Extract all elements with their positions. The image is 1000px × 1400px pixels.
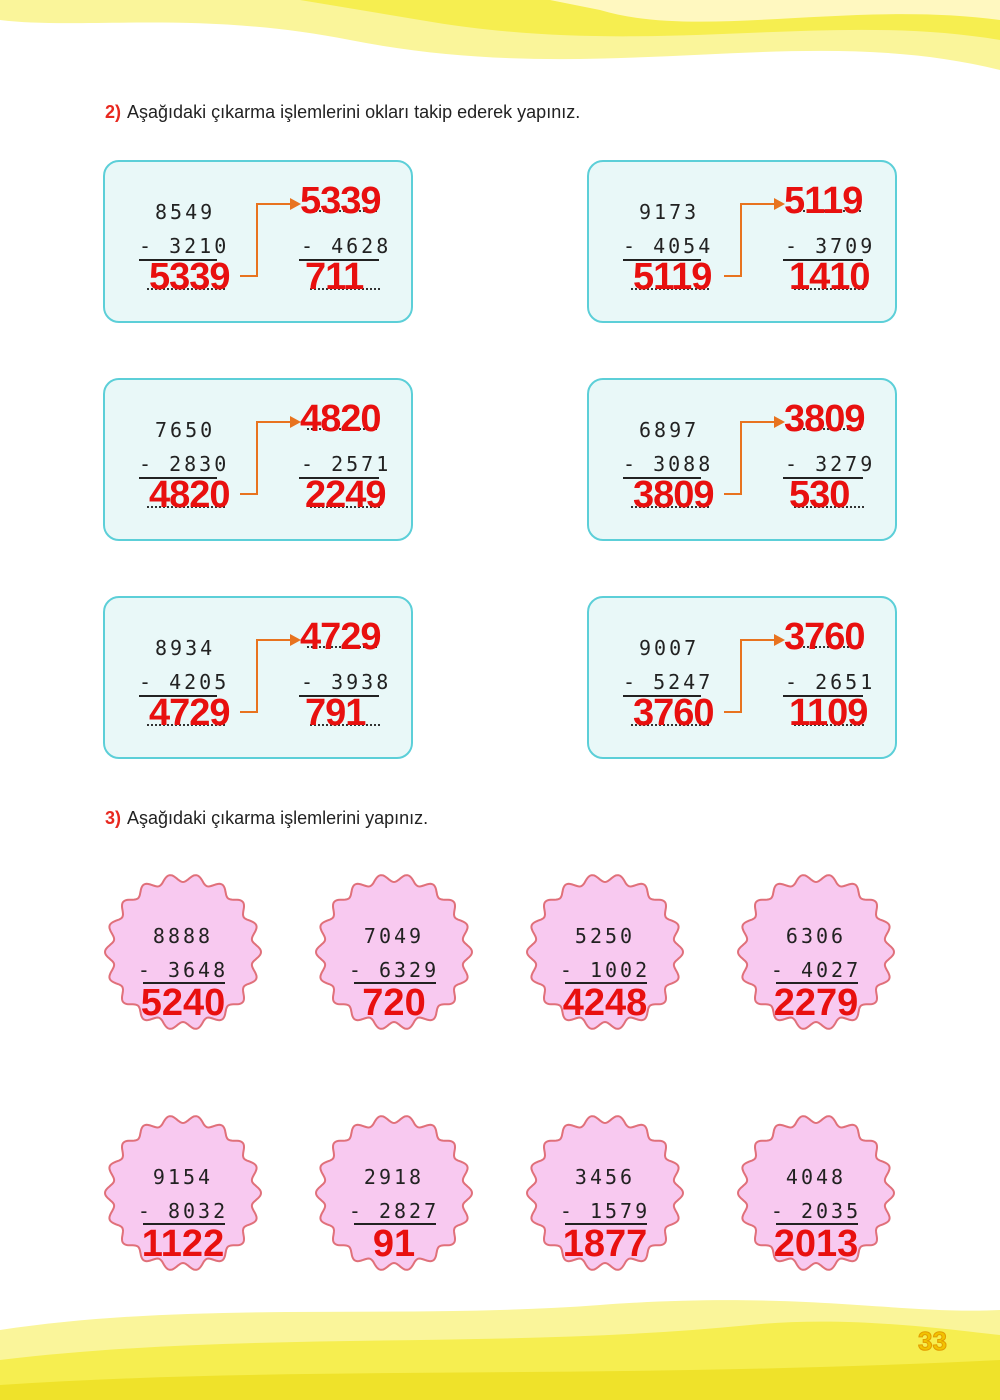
- minuend: 8934: [155, 636, 216, 660]
- flower-subtraction-card: [103, 872, 263, 1032]
- minuend: 9154: [152, 1165, 214, 1189]
- answer: 1122: [141, 1223, 225, 1265]
- minuend: 7650: [155, 418, 216, 442]
- subtrahend: - 4027: [770, 958, 862, 982]
- arrow-subtraction-box: [587, 378, 897, 541]
- arrow-subtraction-box: [587, 160, 897, 323]
- arrow-subtraction-box: [587, 596, 897, 759]
- minuend: 8888: [152, 924, 214, 948]
- first-answer: 4820: [149, 474, 230, 516]
- subtrahend: - 2830: [139, 452, 230, 476]
- flower-subtraction-card: [103, 1113, 263, 1273]
- subtrahend: - 2035: [770, 1199, 862, 1223]
- section-3-instruction: [105, 808, 428, 829]
- arrow-subtraction-box: [103, 160, 413, 323]
- carried-answer: 5119: [784, 180, 863, 222]
- answer: 91: [372, 1223, 416, 1265]
- minuend: 4048: [785, 1165, 847, 1189]
- carried-answer: 4820: [300, 398, 381, 440]
- bottom-decoration: [0, 1290, 1000, 1400]
- answer: 5240: [140, 982, 226, 1024]
- flower-subtraction-card: [314, 1113, 474, 1273]
- subtrahend: - 1579: [559, 1199, 651, 1223]
- minuend: 2918: [363, 1165, 425, 1189]
- section-2-text: Aşağıdaki çıkarma işlemlerini okları takip ederek yapınız.: [127, 102, 581, 122]
- first-answer: 3809: [633, 474, 714, 516]
- page-number: 33: [918, 1326, 947, 1356]
- answer: 1877: [562, 1223, 648, 1265]
- minuend: 7049: [363, 924, 425, 948]
- carried-answer: 3809: [784, 398, 865, 440]
- flower-subtraction-card: [525, 872, 685, 1032]
- first-answer: 5339: [149, 256, 230, 298]
- answer: 720: [362, 982, 426, 1024]
- minuend: 9173: [639, 200, 700, 224]
- top-decoration: [0, 0, 1000, 110]
- first-answer: 3760: [633, 692, 714, 734]
- section-3-number: 3): [105, 808, 122, 828]
- subtrahend: - 3088: [623, 452, 714, 476]
- second-answer: 711: [305, 256, 364, 298]
- minuend: 6897: [639, 418, 700, 442]
- subtrahend: - 2827: [348, 1199, 440, 1223]
- first-answer: 5119: [633, 256, 712, 298]
- second-subtrahend: - 4628: [301, 234, 392, 258]
- arrow-subtraction-box: [103, 596, 413, 759]
- subtrahend: - 1002: [559, 958, 651, 982]
- section-2-number: 2): [105, 102, 122, 122]
- flower-subtraction-card: [736, 1113, 896, 1273]
- subtrahend: - 4054: [623, 234, 714, 258]
- second-subtrahend: - 2651: [785, 670, 876, 694]
- section-2-instruction: [105, 102, 580, 123]
- subtrahend: - 6329: [348, 958, 440, 982]
- minuend: 5250: [574, 924, 636, 948]
- first-answer: 4729: [149, 692, 230, 734]
- subtrahend: - 3210: [139, 234, 230, 258]
- second-subtrahend: - 2571: [301, 452, 392, 476]
- carried-answer: 4729: [300, 616, 381, 658]
- second-answer: 530: [789, 474, 850, 516]
- minuend: 3456: [574, 1165, 636, 1189]
- subtrahend: - 4205: [139, 670, 230, 694]
- second-subtrahend: - 3279: [785, 452, 876, 476]
- answer: 2279: [773, 982, 859, 1024]
- minuend: 6306: [785, 924, 847, 948]
- answer: 2013: [773, 1223, 859, 1265]
- flower-subtraction-card: [525, 1113, 685, 1273]
- second-answer: 791: [305, 692, 366, 734]
- second-answer: 1410: [789, 256, 870, 298]
- flower-subtraction-card: [736, 872, 896, 1032]
- subtrahend: - 5247: [623, 670, 714, 694]
- subtrahend: - 3648: [137, 958, 229, 982]
- minuend: 8549: [155, 200, 216, 224]
- carried-answer: 5339: [300, 180, 381, 222]
- carried-answer: 3760: [784, 616, 865, 658]
- subtrahend: - 8032: [137, 1199, 229, 1223]
- second-answer: 1109: [789, 692, 868, 734]
- section-3-text: Aşağıdaki çıkarma işlemlerini yapınız.: [127, 808, 429, 828]
- second-subtrahend: - 3709: [785, 234, 876, 258]
- arrow-subtraction-box: [103, 378, 413, 541]
- second-answer: 2249: [305, 474, 386, 516]
- flower-subtraction-card: [314, 872, 474, 1032]
- second-subtrahend: - 3938: [301, 670, 392, 694]
- minuend: 9007: [639, 636, 700, 660]
- answer: 4248: [562, 982, 648, 1024]
